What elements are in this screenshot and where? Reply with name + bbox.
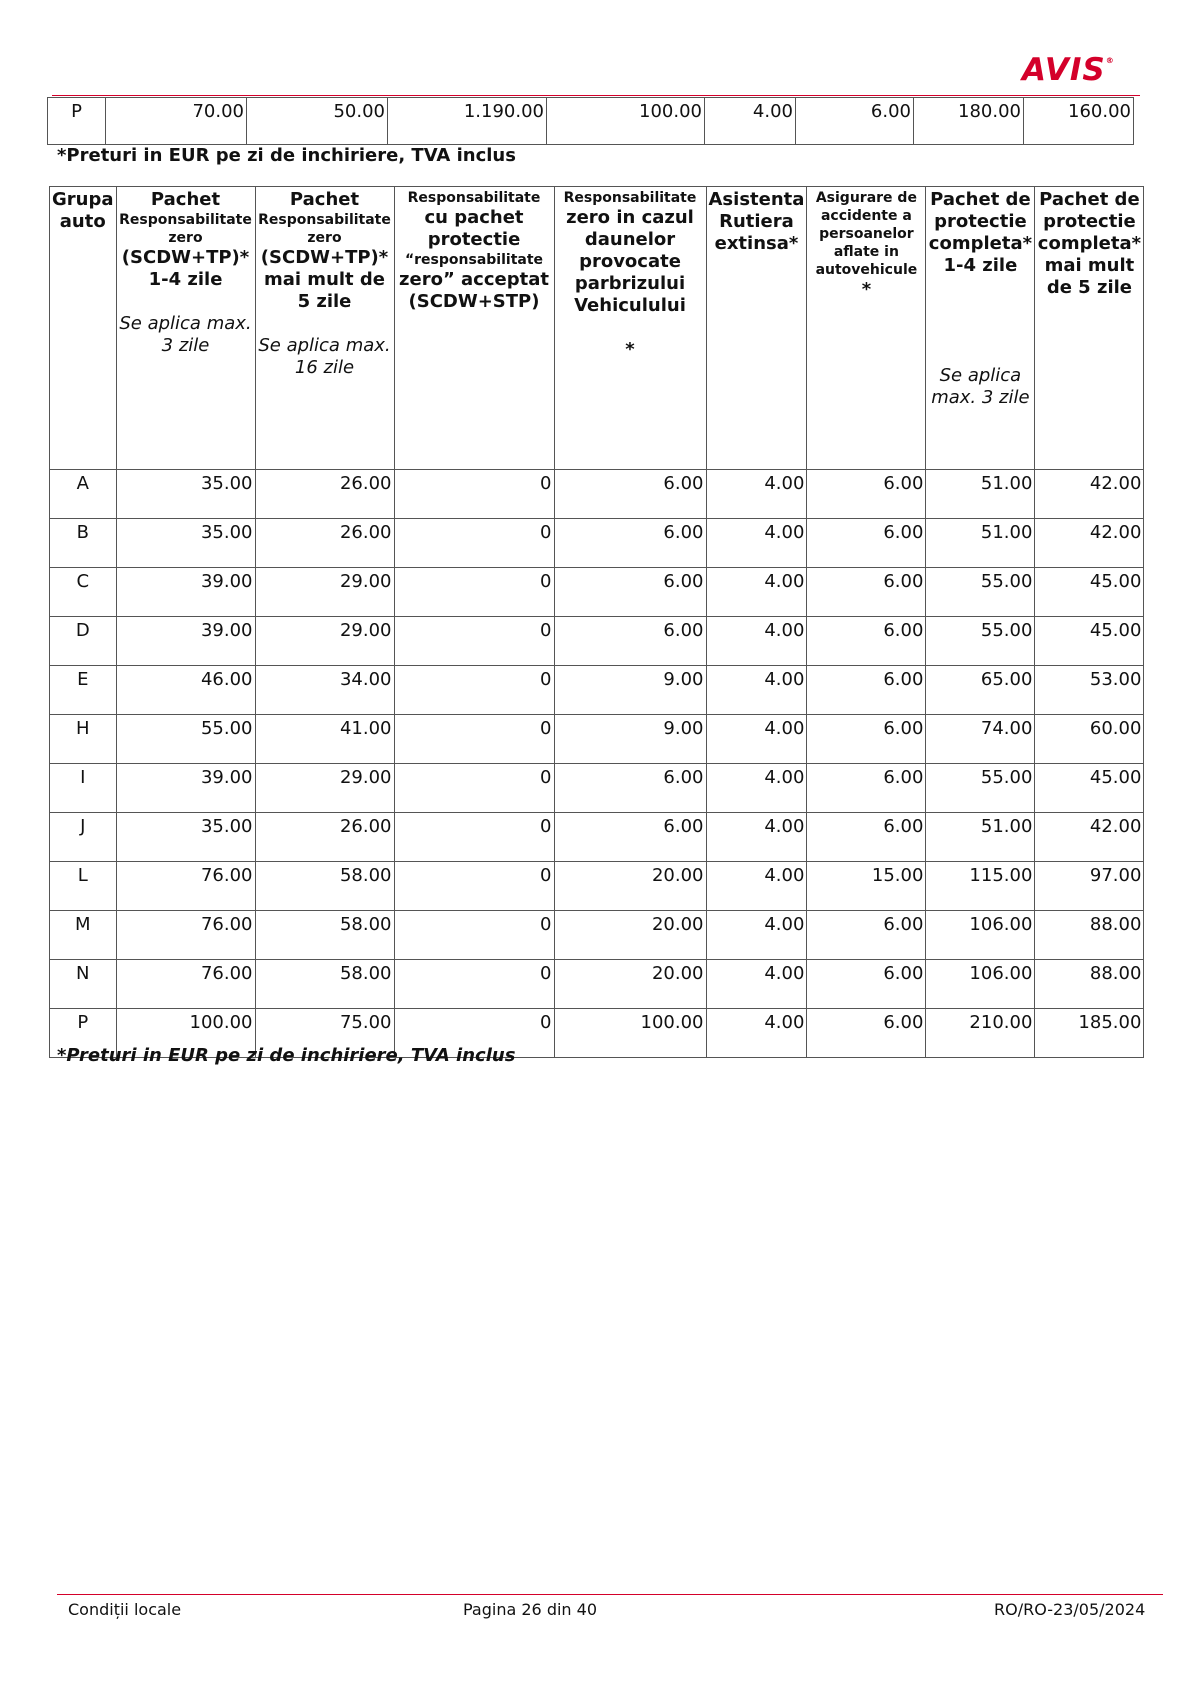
- footer-right: RO/RO-23/05/2024: [994, 1600, 1146, 1619]
- price-cell: 0: [394, 960, 554, 1009]
- price-cell: 6.00: [807, 911, 926, 960]
- price-cell: 55.00: [116, 715, 255, 764]
- price-cell: 34.00: [255, 666, 394, 715]
- price-cell: 0: [394, 862, 554, 911]
- price-cell: 0: [394, 519, 554, 568]
- price-cell: 45.00: [1035, 764, 1144, 813]
- price-cell: 9.00: [554, 666, 706, 715]
- price-cell: 51.00: [926, 519, 1035, 568]
- price-cell: 20.00: [554, 911, 706, 960]
- header-accident-insurance: Asigurare de accidente a persoanelor aflate in autovehicule *: [807, 187, 926, 470]
- price-cell: 106.00: [926, 960, 1035, 1009]
- price-cell: 76.00: [116, 911, 255, 960]
- price-cell: 42.00: [1035, 519, 1144, 568]
- price-cell: 20.00: [554, 960, 706, 1009]
- price-table: [49, 186, 1144, 1058]
- price-cell: 35.00: [116, 813, 255, 862]
- table-row: [50, 911, 1144, 960]
- price-cell: 39.00: [116, 568, 255, 617]
- price-cell: 41.00: [255, 715, 394, 764]
- table-cell: 1.190.00: [388, 98, 547, 145]
- price-cell: 58.00: [255, 862, 394, 911]
- header-zero-liability-1-4: Pachet Responsabilitate zero (SCDW+TP)* 1-4 zile Se aplica max. 3 zile: [116, 187, 255, 470]
- price-cell: 45.00: [1035, 568, 1144, 617]
- group-cell: N: [50, 960, 117, 1009]
- table-cell: 160.00: [1024, 98, 1134, 145]
- group-cell: M: [50, 911, 117, 960]
- price-cell: 6.00: [554, 764, 706, 813]
- price-cell: 100.00: [116, 1009, 255, 1058]
- price-cell: 0: [394, 617, 554, 666]
- table-row: [50, 715, 1144, 764]
- price-cell: 6.00: [807, 764, 926, 813]
- header-protection-package: Responsabilitate cu pachet protectie “responsabilitate zero” acceptat (SCDW+STP): [394, 187, 554, 470]
- price-cell: 4.00: [706, 1009, 807, 1058]
- price-cell: 6.00: [554, 617, 706, 666]
- price-cell: 4.00: [706, 519, 807, 568]
- header-windshield: Responsabilitate zero in cazul daunelor provocate parbrizului Vehiculului *: [554, 187, 706, 470]
- price-cell: 6.00: [554, 470, 706, 519]
- price-cell: 4.00: [706, 911, 807, 960]
- group-cell: D: [50, 617, 117, 666]
- price-cell: 6.00: [807, 813, 926, 862]
- price-cell: 6.00: [807, 1009, 926, 1058]
- price-cell: 6.00: [554, 813, 706, 862]
- price-cell: 53.00: [1035, 666, 1144, 715]
- price-cell: 4.00: [706, 715, 807, 764]
- price-cell: 55.00: [926, 568, 1035, 617]
- header-roadside-assistance: Asistenta Rutiera extinsa*: [706, 187, 807, 470]
- price-cell: 100.00: [554, 1009, 706, 1058]
- price-cell: 26.00: [255, 470, 394, 519]
- price-cell: 39.00: [116, 764, 255, 813]
- header-group: Grupa auto: [50, 187, 117, 470]
- table-cell: 180.00: [914, 98, 1024, 145]
- price-cell: 42.00: [1035, 470, 1144, 519]
- table-row: [50, 470, 1144, 519]
- price-cell: 60.00: [1035, 715, 1144, 764]
- price-cell: 0: [394, 764, 554, 813]
- price-cell: 76.00: [116, 862, 255, 911]
- header-full-protection-5plus: Pachet de protectie completa* mai mult de 5 zile: [1035, 187, 1144, 470]
- price-cell: 58.00: [255, 911, 394, 960]
- footer-divider: [57, 1594, 1163, 1595]
- table-row: [50, 617, 1144, 666]
- price-cell: 6.00: [807, 960, 926, 1009]
- price-cell: 115.00: [926, 862, 1035, 911]
- table-cell: 70.00: [106, 98, 247, 145]
- price-cell: 4.00: [706, 617, 807, 666]
- group-cell: L: [50, 862, 117, 911]
- price-cell: 4.00: [706, 960, 807, 1009]
- continued-price-table: [47, 97, 1134, 145]
- footer-left: Condiții locale: [68, 1600, 182, 1619]
- price-cell: 46.00: [116, 666, 255, 715]
- price-cell: 6.00: [807, 519, 926, 568]
- table-row: [50, 960, 1144, 1009]
- price-cell: 0: [394, 715, 554, 764]
- table-cell: 6.00: [796, 98, 914, 145]
- page-number: Pagina 26 din 40: [463, 1600, 597, 1619]
- header-zero-liability-5plus: Pachet Responsabilitate zero (SCDW+TP)* mai mult de 5 zile Se aplica max. 16 zile: [255, 187, 394, 470]
- table-body: [50, 470, 1144, 1058]
- price-cell: 74.00: [926, 715, 1035, 764]
- price-cell: 29.00: [255, 617, 394, 666]
- price-cell: 0: [394, 813, 554, 862]
- price-cell: 58.00: [255, 960, 394, 1009]
- table-header-row: [50, 187, 1144, 470]
- table-row: [48, 98, 1134, 145]
- price-cell: 0: [394, 568, 554, 617]
- group-cell: B: [50, 519, 117, 568]
- price-note-bottom: *Preturi in EUR pe zi de inchiriere, TVA inclus: [57, 1045, 516, 1066]
- group-cell: P: [50, 1009, 117, 1058]
- price-cell: 15.00: [807, 862, 926, 911]
- table-row: [50, 666, 1144, 715]
- group-cell: E: [50, 666, 117, 715]
- group-cell: I: [50, 764, 117, 813]
- avis-logo: AVIS®: [1022, 52, 1115, 88]
- group-cell: J: [50, 813, 117, 862]
- price-cell: 51.00: [926, 470, 1035, 519]
- table-row: [50, 813, 1144, 862]
- price-note-top: *Preturi in EUR pe zi de inchiriere, TVA inclus: [57, 145, 516, 166]
- price-cell: 0: [394, 911, 554, 960]
- group-cell: C: [50, 568, 117, 617]
- price-cell: 88.00: [1035, 960, 1144, 1009]
- price-cell: 6.00: [807, 617, 926, 666]
- price-cell: 106.00: [926, 911, 1035, 960]
- price-cell: 45.00: [1035, 617, 1144, 666]
- price-cell: 0: [394, 666, 554, 715]
- group-cell: H: [50, 715, 117, 764]
- table-cell: P: [48, 98, 106, 145]
- price-cell: 6.00: [807, 715, 926, 764]
- price-cell: 26.00: [255, 813, 394, 862]
- price-cell: 51.00: [926, 813, 1035, 862]
- table-row: [50, 568, 1144, 617]
- price-cell: 76.00: [116, 960, 255, 1009]
- price-cell: 6.00: [554, 519, 706, 568]
- price-cell: 75.00: [255, 1009, 394, 1058]
- price-cell: 55.00: [926, 764, 1035, 813]
- price-cell: 6.00: [807, 470, 926, 519]
- header-full-protection-1-4: Pachet de protectie completa* 1-4 zile Se aplica max. 3 zile: [926, 187, 1035, 470]
- price-cell: 35.00: [116, 519, 255, 568]
- price-cell: 4.00: [706, 813, 807, 862]
- price-cell: 35.00: [116, 470, 255, 519]
- price-cell: 185.00: [1035, 1009, 1144, 1058]
- price-cell: 4.00: [706, 470, 807, 519]
- table-cell: 4.00: [705, 98, 796, 145]
- price-cell: 6.00: [807, 568, 926, 617]
- price-cell: 4.00: [706, 666, 807, 715]
- price-cell: 65.00: [926, 666, 1035, 715]
- price-cell: 88.00: [1035, 911, 1144, 960]
- price-cell: 4.00: [706, 568, 807, 617]
- header-divider: [52, 95, 1140, 96]
- price-cell: 29.00: [255, 764, 394, 813]
- price-cell: 0: [394, 1009, 554, 1058]
- table-cell: 50.00: [247, 98, 388, 145]
- table-row: [50, 862, 1144, 911]
- table-cell: 100.00: [547, 98, 705, 145]
- price-cell: 4.00: [706, 764, 807, 813]
- price-cell: 6.00: [554, 568, 706, 617]
- price-cell: 97.00: [1035, 862, 1144, 911]
- group-cell: A: [50, 470, 117, 519]
- price-cell: 26.00: [255, 519, 394, 568]
- price-cell: 42.00: [1035, 813, 1144, 862]
- price-cell: 9.00: [554, 715, 706, 764]
- table-row: [50, 519, 1144, 568]
- price-cell: 4.00: [706, 862, 807, 911]
- price-cell: 29.00: [255, 568, 394, 617]
- price-cell: 210.00: [926, 1009, 1035, 1058]
- price-cell: 39.00: [116, 617, 255, 666]
- price-cell: 6.00: [807, 666, 926, 715]
- table-row: [50, 764, 1144, 813]
- price-cell: 55.00: [926, 617, 1035, 666]
- price-cell: 0: [394, 470, 554, 519]
- price-cell: 20.00: [554, 862, 706, 911]
